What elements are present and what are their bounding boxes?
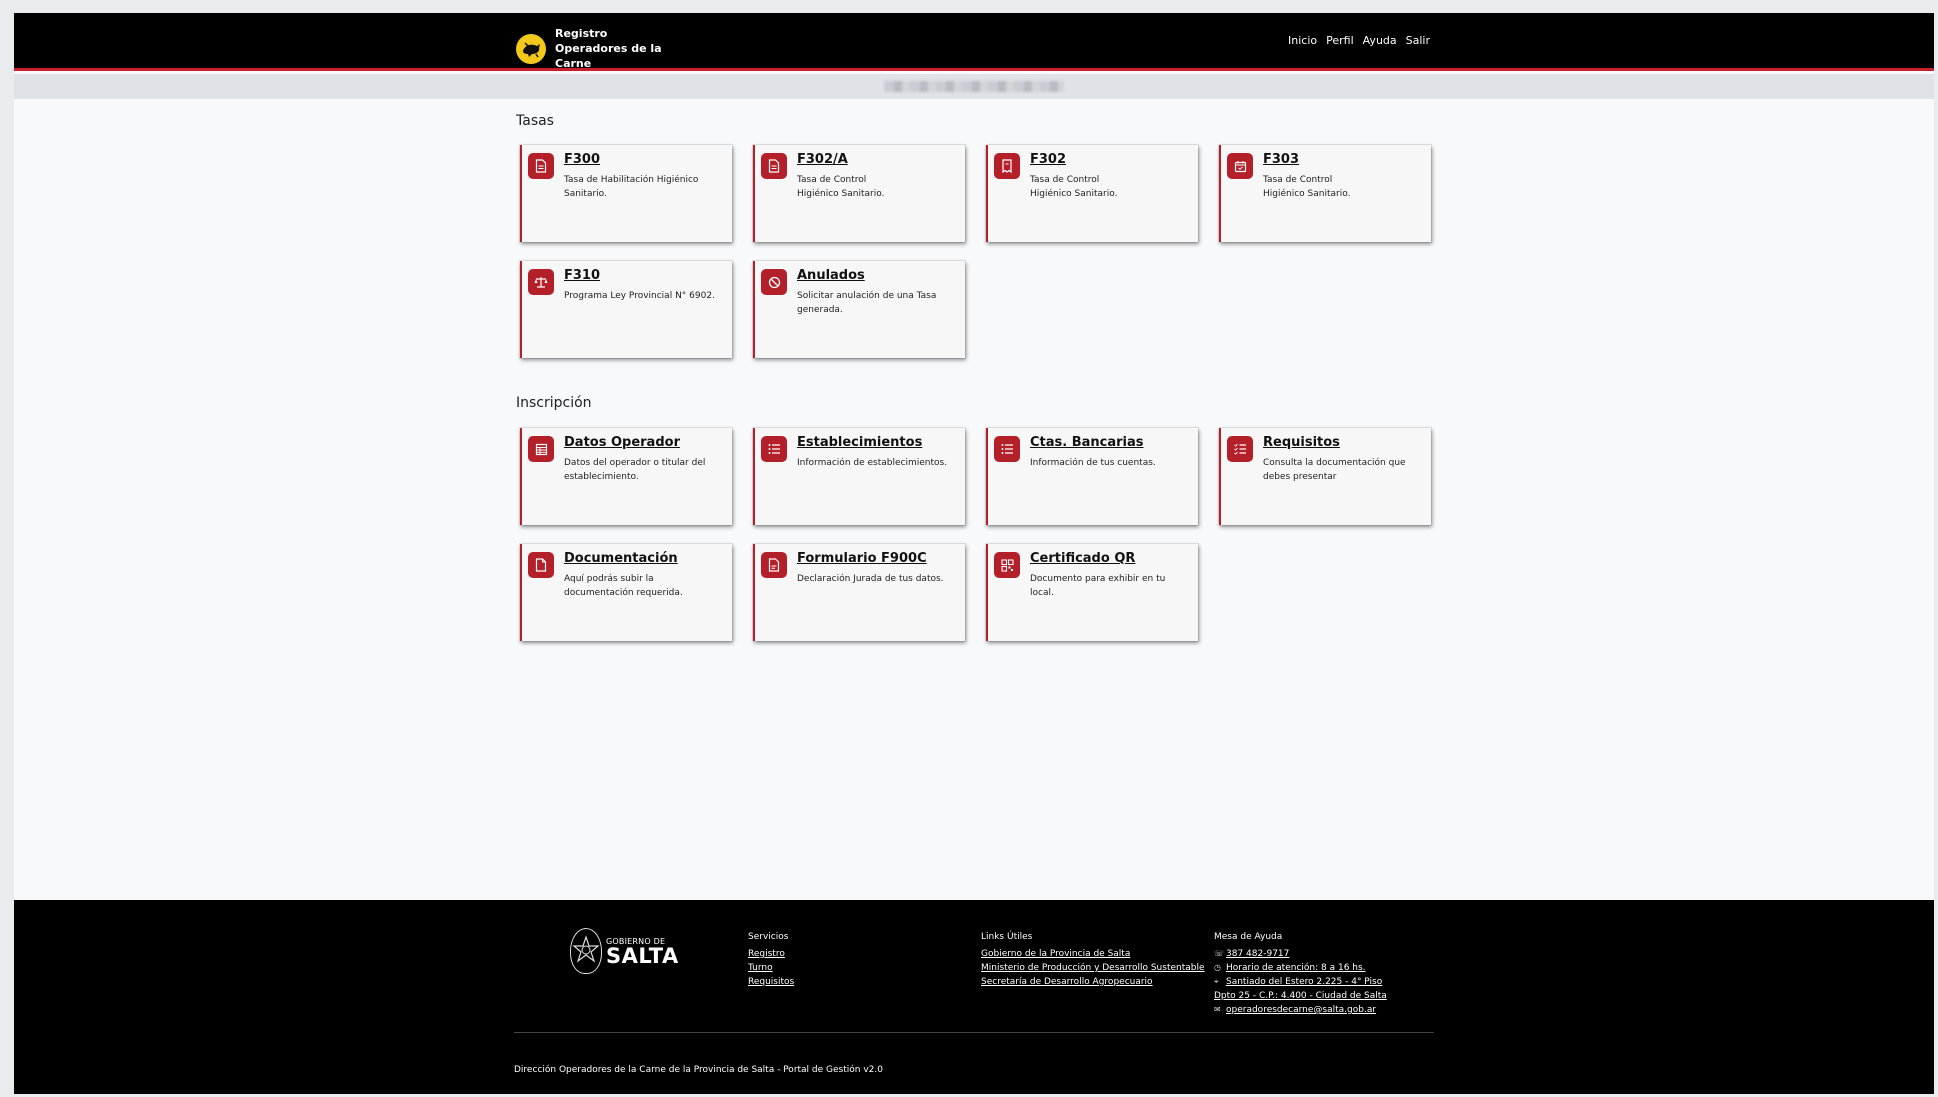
footer-copyright: Dirección Operadores de la Carne de la Provincia de Salta - Portal de Gestión v2.0	[514, 1065, 883, 1075]
card-documentacion[interactable]	[520, 544, 732, 641]
brand[interactable]	[516, 26, 675, 71]
sub-bar	[14, 74, 1934, 99]
file-icon	[528, 552, 554, 578]
brand-logo-icon	[516, 34, 546, 64]
card-title[interactable]: Anulados	[797, 268, 865, 283]
app-frame	[14, 13, 1934, 1094]
card-certificado-qr[interactable]	[986, 544, 1198, 641]
top-nav	[1288, 34, 1430, 47]
card-description: Declaración Jurada de tus datos.	[797, 574, 944, 584]
footer-hours[interactable]: Horario de atención: 8 a 16 hs.	[1226, 963, 1366, 973]
card-description: Consulta la documentación que debes presentar	[1263, 458, 1406, 482]
footer-phone[interactable]: 387 482-9717	[1226, 949, 1290, 959]
card-title[interactable]: F300	[564, 152, 601, 167]
card-title[interactable]: Requisitos	[1263, 435, 1340, 450]
card-description: Tasa de Control Higiénico Sanitario.	[797, 175, 885, 199]
brand-title: Registro Operadores de la Carne	[555, 27, 662, 70]
card-description: Aquí podrás subir la documentación requerida.	[564, 574, 683, 598]
logo-text-small: GOBIERNO DE	[606, 936, 666, 946]
clock-icon: ◷	[1214, 963, 1221, 972]
footer-divider	[514, 1032, 1434, 1033]
card-title[interactable]: Datos Operador	[564, 435, 680, 450]
card-description: Datos del operador o titular del establecimiento.	[564, 458, 706, 482]
card-f302a[interactable]	[753, 145, 965, 242]
card-title[interactable]: F310	[564, 268, 601, 283]
calendar-check-icon	[1227, 153, 1253, 179]
card-ctas-bancarias[interactable]	[986, 428, 1198, 525]
card-anulados[interactable]	[753, 261, 965, 358]
nav-perfil[interactable]: Perfil	[1326, 34, 1354, 47]
card-requisitos[interactable]	[1219, 428, 1431, 525]
file-text-icon	[761, 552, 787, 578]
nav-ayuda[interactable]: Ayuda	[1362, 34, 1397, 47]
card-title[interactable]: F303	[1263, 152, 1300, 167]
qr-icon	[994, 552, 1020, 578]
card-title[interactable]: Formulario F900C	[797, 551, 927, 566]
footer-link-ministerio[interactable]: Ministerio de Producción y Desarrollo Sustentable	[981, 963, 1205, 973]
location-icon: ⌖	[1214, 977, 1219, 986]
card-title[interactable]: Certificado QR	[1030, 551, 1136, 566]
document-icon	[528, 153, 554, 179]
card-description: Información de tus cuentas.	[1030, 458, 1156, 468]
card-title[interactable]: Ctas. Bancarias	[1030, 435, 1144, 450]
card-description: Solicitar anulación de una Tasa generada.	[797, 291, 937, 315]
footer-link-requisitos[interactable]: Requisitos	[748, 977, 795, 987]
card-establecimientos[interactable]	[753, 428, 965, 525]
card-title[interactable]: Documentación	[564, 551, 678, 566]
footer-link-secretaria[interactable]: Secretaría de Desarrollo Agropecuario	[981, 977, 1153, 987]
checklist-icon	[1227, 436, 1253, 462]
list-icon	[761, 436, 787, 462]
receipt-icon	[994, 153, 1020, 179]
seal-icon	[570, 928, 602, 974]
card-f303[interactable]	[1219, 145, 1431, 242]
card-f300[interactable]	[520, 145, 732, 242]
footer	[14, 900, 1934, 1094]
list-icon	[994, 436, 1020, 462]
mail-icon: ✉	[1214, 1005, 1221, 1014]
footer-ayuda-title: Mesa de Ayuda	[1214, 932, 1283, 942]
card-f302[interactable]	[986, 145, 1198, 242]
nav-salir[interactable]: Salir	[1405, 34, 1430, 47]
footer-link-registro[interactable]: Registro	[748, 949, 785, 959]
card-datos-operador[interactable]	[520, 428, 732, 525]
card-title[interactable]: Establecimientos	[797, 435, 923, 450]
phone-icon: ☏	[1214, 949, 1225, 958]
footer-servicios-title: Servicios	[748, 932, 789, 942]
document-icon	[761, 153, 787, 179]
card-f310[interactable]	[520, 261, 732, 358]
card-description: Programa Ley Provincial N° 6902.	[564, 291, 715, 301]
footer-link-gobierno[interactable]: Gobierno de la Provincia de Salta	[981, 949, 1131, 959]
footer-mesa-ayuda	[1214, 930, 1387, 1017]
footer-links-utiles	[981, 930, 1205, 989]
footer-address-line1[interactable]: Santiado del Estero 2.225 - 4° Piso	[1226, 977, 1383, 987]
card-description: Información de establecimientos.	[797, 458, 948, 468]
top-navbar	[14, 13, 1934, 71]
footer-servicios	[748, 930, 794, 989]
card-description: Tasa de Habilitación Higiénico Sanitario.	[564, 175, 699, 199]
footer-links-title: Links Útiles	[981, 932, 1033, 942]
redacted-user-info	[884, 81, 1064, 92]
table-icon	[528, 436, 554, 462]
logo-text-big: SALTA	[606, 943, 679, 968]
ban-icon	[761, 269, 787, 295]
footer-link-turno[interactable]: Turno	[748, 963, 773, 973]
card-title[interactable]: F302/A	[797, 152, 848, 167]
card-description: Tasa de Control Higiénico Sanitario.	[1030, 175, 1118, 199]
footer-email[interactable]: operadoresdecarne@salta.gob.ar	[1226, 1005, 1377, 1015]
card-description: Tasa de Control Higiénico Sanitario.	[1263, 175, 1351, 199]
section-title-inscripcion: Inscripción	[516, 395, 592, 411]
gobierno-salta-logo[interactable]	[570, 928, 679, 974]
card-description: Documento para exhibir en tu local.	[1030, 574, 1166, 598]
section-title-tasas: Tasas	[516, 113, 554, 129]
card-formulario-f900c[interactable]	[753, 544, 965, 641]
scale-icon	[528, 269, 554, 295]
footer-address-line2[interactable]: Dpto 25 - C.P.: 4.400 - Ciudad de Salta	[1214, 991, 1387, 1001]
card-title[interactable]: F302	[1030, 152, 1067, 167]
nav-inicio[interactable]: Inicio	[1288, 34, 1318, 47]
